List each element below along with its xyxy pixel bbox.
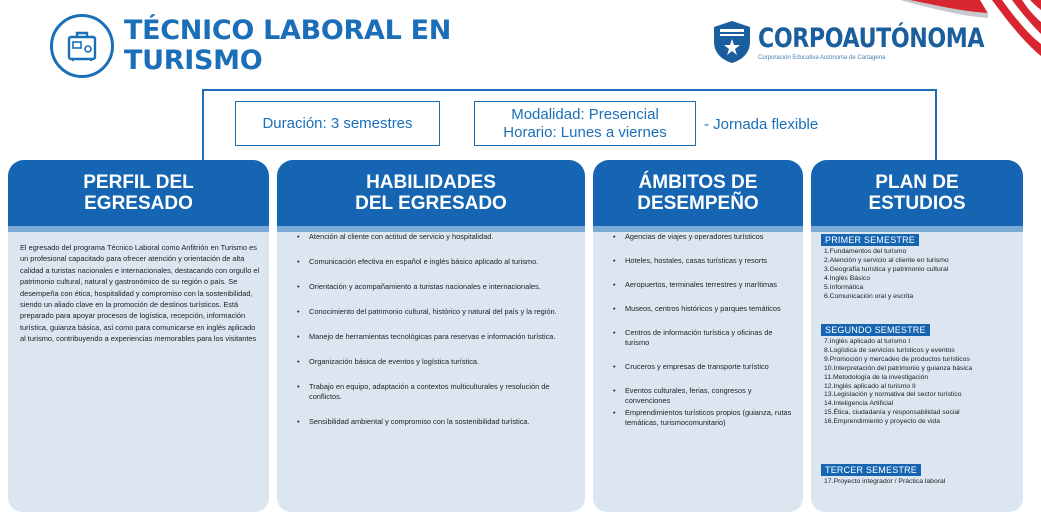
logo-name: CORPOAUTÓNOMA (758, 22, 985, 54)
course-item: 7.Inglés aplicado al turismo I (824, 338, 911, 345)
shield-icon (712, 20, 752, 64)
list-item: • Sensibilidad ambiental y compromiso con la sostenibilidad turística. (289, 417, 577, 427)
jornada-text: - Jornada flexible (704, 116, 819, 133)
habilidades-panel (277, 160, 585, 512)
course-item: 3.Geografía turística y patrimonio cultural (824, 265, 949, 273)
flag-decoration (860, 0, 1041, 70)
course-item: 16.Emprendimiento y proyecto de vida (824, 418, 940, 426)
connector-line-right (935, 89, 937, 169)
course-item: 2.Atención y servicio al cliente en turismo (824, 256, 949, 264)
course-item: 12.Inglés aplicado al turismo II (824, 382, 916, 390)
list-item: • Cruceros y empresas de transporte turístico (605, 362, 795, 372)
semester-block (821, 460, 1021, 487)
logo-subtitle: Corporación Educativa Autónoma de Cartagena (758, 54, 886, 61)
page-title: TÉCNICO LABORAL EN TURISMO (124, 15, 452, 76)
course-item: 6.Comunicación oral y escrita (824, 292, 914, 300)
connector-line (202, 89, 937, 91)
luggage-icon (50, 14, 114, 78)
list-item: • Agencias de viajes y operadores turísticos (605, 232, 795, 242)
course-item: 4.Inglés Básico (824, 274, 871, 282)
list-item: • Eventos culturales, ferias, congresos y convenciones (605, 386, 795, 406)
duration-box: Duración: 3 semestres (235, 101, 440, 146)
list-item: • Comunicación efectiva en español e inglés básico aplicado al turismo. (289, 257, 577, 267)
habilidades-list (289, 232, 577, 442)
modality-text: Modalidad: Presencial (511, 105, 659, 123)
course-item: 15.Ética, ciudadanía y responsabilidad social (824, 409, 960, 417)
plan-panel (811, 160, 1023, 512)
habilidades-heading: HABILIDADES DEL EGRESADO (277, 160, 585, 226)
course-item: 9.Promoción y mercadeo de productos turísticos (824, 355, 970, 363)
course-item: 5.Informática (824, 283, 864, 291)
list-item: • Emprendimientos turísticos propios (guianza, rutas temáticas, turismocomunitario) (605, 408, 795, 428)
list-item: • Organización básica de eventos y logística turística. (289, 357, 577, 367)
course-item: 8.Logística de servicios turísticos y eventos (824, 346, 955, 354)
ambitos-list (605, 232, 795, 442)
course-item: 14.Inteligencia Artificial (824, 400, 894, 408)
perfil-heading: PERFIL DEL EGRESADO (8, 160, 269, 226)
ambitos-heading: ÁMBITOS DE DESEMPEÑO (593, 160, 803, 226)
perfil-text: El egresado del programa Técnico Laboral como Anfitrión en Turismo es un profesional capacitado para ofrecer atención y orientación de alta calidad a turistas nacionales e internacionales, destacando con orgullo el patrimonio cultural, natural y gastronómico de su región o país. Se desempeña con ética, hospitalidad y compromiso con la sostenibilidad, siendo un aliado clave en la promoción de destinos turísticos. Está preparado para apoyar procesos de logística, recepción, información turística, guianza básica, así como para comunicarse en inglés aplicado al turismo, contribuyendo a experiencias memorables para los visitantes (20, 243, 260, 344)
plan-heading: PLAN DE ESTUDIOS (811, 160, 1023, 226)
list-item: • Centros de información turística y oficinas de turismo (605, 328, 795, 348)
schedule-text: Horario: Lunes a viernes (503, 123, 667, 141)
ambitos-panel (593, 160, 803, 512)
list-item: • Museos, centros históricos y parques temáticos (605, 304, 795, 314)
list-item: • Aeropuertos, terminales terrestres y marítimas (605, 280, 795, 290)
list-item: • Hoteles, hostales, casas turísticas y resorts (605, 256, 795, 266)
list-item: • Orientación y acompañamiento a turistas nacionales e internacionales. (289, 282, 577, 292)
semester-title: TERCER SEMESTRE (821, 464, 921, 476)
semester-block (821, 230, 1021, 301)
course-item: 13.Legislación y normativa del sector turístico (824, 391, 962, 399)
course-item: 10.Interpretación del patrimonio y guianza básica (824, 364, 973, 372)
course-item: 17.Proyecto integrador / Práctica laboral (824, 478, 946, 485)
connector-line-left (202, 89, 204, 169)
list-item: • Trabajo en equipo, adaptación a contextos multiculturales y resolución de conflictos. (289, 382, 577, 402)
semester-title: SEGUNDO SEMESTRE (821, 324, 930, 336)
list-item: • Atención al cliente con actitud de servicio y hospitalidad. (289, 232, 577, 242)
semester-block (821, 320, 1021, 427)
list-item: • Manejo de herramientas tecnológicas para reservas e información turística. (289, 332, 577, 342)
course-item: 1.Fundamentos del turismo (824, 248, 907, 255)
perfil-panel (8, 160, 269, 512)
course-item: 11.Metodología de la investigación (824, 373, 929, 381)
modality-box (474, 101, 696, 146)
list-item: • Conocimiento del patrimonio cultural, histórico y natural del país y la región. (289, 307, 577, 317)
semester-title: PRIMER SEMESTRE (821, 234, 919, 246)
